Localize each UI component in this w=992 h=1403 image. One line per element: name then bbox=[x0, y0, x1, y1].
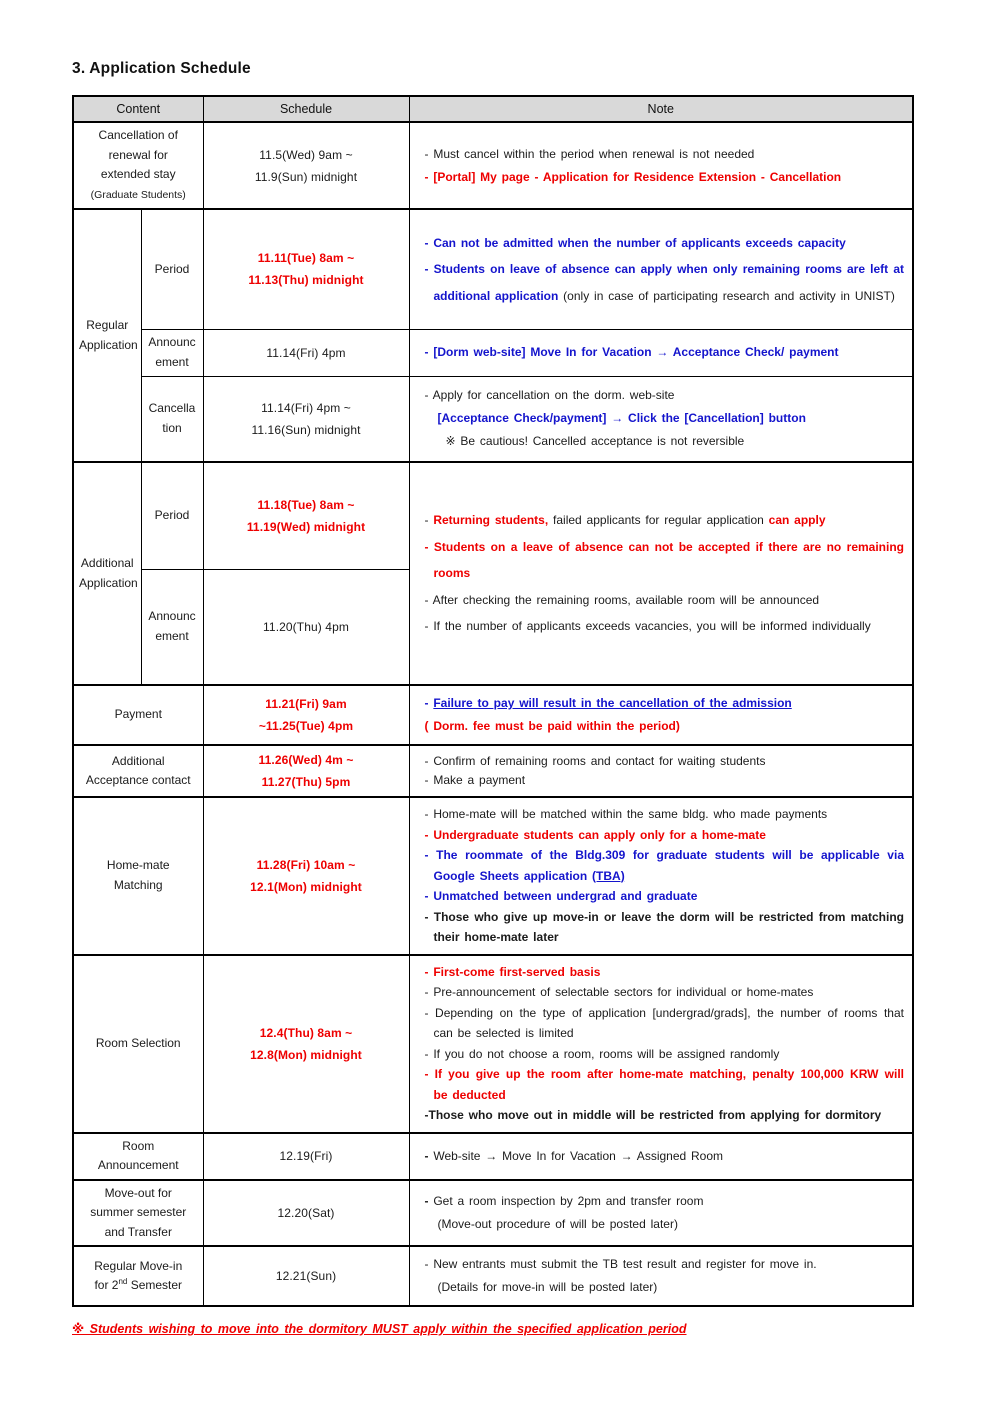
table-row-cancellation-renewal bbox=[73, 122, 913, 209]
homemate-matching-text-line bbox=[79, 856, 198, 876]
text-run: - Those who give up move-in or leave the dorm will be restricted from matching their home-mate later bbox=[424, 909, 904, 944]
move-out-text-line bbox=[79, 1223, 198, 1243]
text-run: - If you do not choose a room, rooms will be assigned randomly bbox=[424, 1046, 780, 1061]
additional-acceptance-text-line bbox=[79, 771, 198, 791]
text-run: ※ Be cautious! Cancelled acceptance is not reversible bbox=[445, 434, 745, 449]
text-run: 12.4(Thu) 8am ~ bbox=[259, 1025, 353, 1040]
text-run: - bbox=[424, 696, 434, 710]
column-header-schedule: Schedule bbox=[203, 96, 409, 122]
table-body bbox=[73, 122, 913, 1306]
homemate-matching-text-line bbox=[419, 845, 905, 886]
move-out-text-line bbox=[79, 1184, 198, 1204]
homemate-matching-text-line bbox=[419, 886, 905, 907]
table-row-regular-move-in bbox=[73, 1246, 913, 1306]
regular-announcement-text-line bbox=[147, 353, 198, 373]
additional-period-sub-cell bbox=[141, 462, 203, 569]
homemate-matching-text-line bbox=[209, 876, 404, 898]
additional-period-text-line bbox=[419, 587, 905, 614]
payment-content-cell bbox=[73, 685, 203, 745]
room-announcement-text-line bbox=[79, 1156, 198, 1176]
room-selection-text-line bbox=[209, 1022, 404, 1044]
text-run: and Transfer bbox=[104, 1224, 172, 1239]
payment-text-line bbox=[209, 715, 404, 737]
additional-period-note-cell bbox=[409, 462, 913, 685]
text-run: 12.21(Sun) bbox=[275, 1269, 337, 1283]
regular-cancellation-text-line bbox=[419, 407, 905, 430]
cancellation-renewal-schedule-cell bbox=[203, 122, 409, 209]
text-run: ement bbox=[155, 628, 189, 643]
move-out-schedule-cell bbox=[203, 1180, 409, 1247]
text-run: Announc bbox=[148, 609, 196, 624]
text-run: Acceptance contact bbox=[85, 773, 191, 787]
regular-period-text-line bbox=[209, 247, 404, 269]
regular-announcement-schedule-cell bbox=[203, 329, 409, 376]
homemate-matching-schedule-cell bbox=[203, 797, 409, 955]
cancellation-renewal-text-line bbox=[79, 185, 198, 206]
payment-schedule-cell bbox=[203, 685, 409, 745]
regular-cancellation-text-line bbox=[147, 419, 198, 439]
move-out-text-line bbox=[79, 1203, 198, 1223]
regular-cancellation-text-line bbox=[419, 430, 905, 453]
room-selection-text-line bbox=[419, 1064, 905, 1105]
text-run: 11.5(Wed) 9am ~ bbox=[259, 147, 353, 162]
regular-cancellation-text-line bbox=[209, 397, 404, 419]
text-run: Payment bbox=[114, 707, 162, 722]
footnote: ※ Students wishing to move into the dormitory MUST apply within the specified application period bbox=[72, 1322, 687, 1336]
text-run: 11.13(Thu) midnight bbox=[248, 273, 364, 288]
room-selection-text-line bbox=[419, 1105, 905, 1126]
homemate-matching-text-line bbox=[419, 907, 905, 948]
text-run: - bbox=[424, 1193, 434, 1208]
text-run: - Depending on the type of application [undergrad/grads], the number of rooms that can be selected is limited bbox=[424, 1005, 904, 1040]
regular-cancellation-text-line bbox=[209, 419, 404, 441]
text-run: - Unmatched between undergrad and graduate bbox=[424, 889, 698, 903]
additional-period-text-line bbox=[419, 534, 905, 587]
cancellation-renewal-text-line bbox=[79, 165, 198, 185]
text-run: Returning students, bbox=[433, 513, 549, 528]
regular-cancellation-sub-cell bbox=[141, 376, 203, 462]
text-run: - Undergraduate students can apply only for a home-mate bbox=[424, 827, 766, 842]
additional-acceptance-text-line bbox=[419, 752, 905, 771]
text-run: for 2 bbox=[94, 1278, 119, 1292]
room-selection-text-line bbox=[419, 982, 905, 1003]
text-run: 11.19(Wed) midnight bbox=[246, 519, 366, 534]
regular-move-in-schedule-cell bbox=[203, 1246, 409, 1306]
room-selection-text-line bbox=[419, 1003, 905, 1044]
text-run: summer semester bbox=[90, 1205, 187, 1219]
additional-acceptance-content-cell bbox=[73, 745, 203, 797]
regular-period-text-line bbox=[419, 230, 905, 257]
additional-announcement-text-line bbox=[147, 627, 198, 647]
regular-announcement-text-line bbox=[209, 342, 404, 364]
text-run: ( Dorm. fee must be paid within the period) bbox=[424, 719, 680, 733]
room-announcement-text-line bbox=[209, 1145, 404, 1167]
additional-announcement-sub-cell bbox=[141, 569, 203, 685]
cancellation-renewal-text-line bbox=[79, 126, 198, 146]
additional-acceptance-note-cell bbox=[409, 745, 913, 797]
payment-text-line bbox=[419, 715, 905, 738]
text-run: -Those who move out in middle will be restricted from applying for dormitory bbox=[424, 1108, 882, 1122]
payment-text-line bbox=[419, 692, 905, 715]
text-run: - Confirm of remaining rooms and contact for waiting students bbox=[424, 754, 766, 768]
text-run: renewal for bbox=[108, 147, 168, 162]
cancellation-renewal-text-line bbox=[209, 166, 404, 188]
text-run: 11.26(Wed) 4m ~ bbox=[258, 753, 354, 767]
regular-move-in-content-cell bbox=[73, 1246, 203, 1306]
room-selection-text-line bbox=[79, 1034, 198, 1054]
room-selection-text-line bbox=[419, 1044, 905, 1065]
additional-announcement-text-line bbox=[209, 616, 404, 638]
regular-period-text-line bbox=[147, 260, 198, 280]
payment-text-line bbox=[79, 705, 198, 725]
regular-move-in-text-line bbox=[79, 1257, 198, 1277]
room-selection-text-line bbox=[209, 1044, 404, 1066]
text-run: - The roommate of the Bldg.309 for graduate students will be applicable via Google Sheets application bbox=[424, 848, 904, 883]
regular-cancellation-text-line bbox=[147, 399, 198, 419]
cancellation-renewal-text-line bbox=[419, 143, 905, 166]
text-run: Additional bbox=[111, 753, 165, 768]
text-run: [Acceptance Check/payment] → Click the [Cancellation] button bbox=[437, 411, 806, 426]
text-run: - After checking the remaining rooms, available room will be announced bbox=[424, 592, 820, 607]
additional-period-schedule-cell bbox=[203, 462, 409, 569]
room-selection-content-cell bbox=[73, 955, 203, 1133]
homemate-matching-content-cell bbox=[73, 797, 203, 955]
additional-period-text-line bbox=[419, 507, 905, 534]
column-header-content: Content bbox=[73, 96, 203, 122]
text-run: Get a room inspection by 2pm and transfer room bbox=[433, 1193, 704, 1208]
text-run: Room Selection bbox=[95, 1035, 181, 1050]
room-selection-note-cell bbox=[409, 955, 913, 1133]
regular-move-in-text-line bbox=[419, 1276, 905, 1299]
text-run: - bbox=[424, 1148, 434, 1163]
homemate-matching-text-line bbox=[209, 854, 404, 876]
text-run: 11.9(Sun) midnight bbox=[254, 169, 358, 184]
homemate-matching-text-line bbox=[79, 876, 198, 896]
regular-move-in-text-line bbox=[209, 1265, 404, 1287]
text-run: 12.20(Sat) bbox=[277, 1205, 335, 1220]
regular-period-note-cell bbox=[409, 209, 913, 329]
text-run: Period bbox=[154, 261, 190, 276]
cancellation-renewal-text-line bbox=[419, 166, 905, 189]
text-run: Web-site → Move In for Vacation → Assigned Room bbox=[433, 1148, 724, 1163]
text-run: Application bbox=[79, 337, 138, 352]
additional-period-text-line bbox=[209, 516, 404, 538]
homemate-matching-text-line bbox=[419, 804, 905, 825]
additional-acceptance-text-line bbox=[209, 749, 404, 771]
text-run: 11.18(Tue) 8am ~ bbox=[257, 497, 355, 512]
text-run: 11.14(Fri) 4pm bbox=[266, 345, 346, 360]
cancellation-renewal-text-line bbox=[209, 144, 404, 166]
table-row-regular-cancellation bbox=[73, 376, 913, 462]
payment-note-cell bbox=[409, 685, 913, 745]
room-announcement-content-cell bbox=[73, 1133, 203, 1180]
text-run: nd bbox=[118, 1277, 128, 1286]
regular-cancellation-note-cell bbox=[409, 376, 913, 462]
text-run: Home-mate bbox=[106, 858, 170, 873]
table-header bbox=[73, 96, 913, 122]
text-run: 11.27(Thu) 5pm bbox=[261, 775, 351, 789]
text-run: - New entrants must submit the TB test result and register for move in. bbox=[424, 1257, 817, 1271]
text-run: Matching bbox=[113, 877, 163, 892]
room-selection-text-line bbox=[419, 962, 905, 983]
regular-announcement-text-line bbox=[147, 333, 198, 353]
header-row bbox=[73, 96, 913, 122]
text-run: - Students on leave of absence can apply when only remaining rooms are left at additional application bbox=[424, 262, 904, 303]
room-announcement-note-cell bbox=[409, 1133, 913, 1180]
text-run: - Home-mate will be matched within the same bldg. who made payments bbox=[424, 807, 828, 821]
text-run: 11.14(Fri) 4pm ~ bbox=[261, 400, 351, 415]
text-run: 11.28(Fri) 10am ~ bbox=[256, 857, 356, 872]
table-row-room-announcement bbox=[73, 1133, 913, 1180]
payment-text-line bbox=[209, 693, 404, 715]
text-run: - Make a payment bbox=[424, 773, 526, 787]
text-run: Cancella bbox=[148, 401, 196, 416]
regular-period-group-cell bbox=[73, 209, 141, 462]
table-row-regular-period bbox=[73, 209, 913, 329]
text-run: Semester bbox=[127, 1278, 183, 1292]
text-run: - Pre-announcement of selectable sectors for individual or home-mates bbox=[424, 985, 814, 999]
additional-acceptance-text-line bbox=[209, 771, 404, 793]
text-run: 12.8(Mon) midnight bbox=[250, 1047, 362, 1062]
text-run: - Can not be admitted when the number of applicants exceeds capacity bbox=[424, 235, 846, 250]
homemate-matching-note-cell bbox=[409, 797, 913, 955]
text-run: Announc bbox=[148, 335, 196, 349]
text-run: Additional bbox=[80, 556, 134, 570]
text-run: ement bbox=[155, 354, 189, 369]
text-run: - Apply for cancellation on the dorm. web-site bbox=[424, 388, 675, 403]
regular-period-schedule-cell bbox=[203, 209, 409, 329]
text-run: 12.1(Mon) midnight bbox=[250, 879, 362, 894]
cancellation-renewal-content-cell bbox=[73, 122, 203, 209]
additional-period-text-line bbox=[209, 494, 404, 516]
room-announcement-text-line bbox=[419, 1145, 905, 1168]
additional-period-text-line bbox=[147, 506, 198, 526]
regular-move-in-note-cell bbox=[409, 1246, 913, 1306]
regular-announcement-sub-cell bbox=[141, 329, 203, 376]
move-out-note-cell bbox=[409, 1180, 913, 1247]
additional-period-group-cell bbox=[73, 462, 141, 685]
regular-period-sub-cell bbox=[141, 209, 203, 329]
move-out-text-line bbox=[209, 1202, 404, 1224]
additional-acceptance-text-line bbox=[419, 771, 905, 790]
text-run: Move-out for bbox=[104, 1185, 172, 1200]
regular-move-in-text-line bbox=[419, 1253, 905, 1276]
text-run: 12.19(Fri) bbox=[279, 1149, 333, 1163]
regular-move-in-text-line bbox=[79, 1276, 198, 1296]
text-run: Application bbox=[79, 575, 138, 590]
additional-period-text-line bbox=[79, 574, 136, 594]
text-run: - [Portal] My page - Application for Residence Extension - Cancellation bbox=[424, 169, 842, 184]
regular-cancellation-schedule-cell bbox=[203, 376, 409, 462]
text-run: Regular bbox=[86, 318, 129, 332]
table-row-regular-announcement bbox=[73, 329, 913, 376]
text-run: failed applicants for regular application bbox=[548, 513, 769, 528]
additional-announcement-text-line bbox=[147, 607, 198, 627]
regular-period-text-line bbox=[209, 269, 404, 291]
text-run: (Move-out procedure of will be posted later) bbox=[437, 1216, 678, 1231]
room-announcement-text-line bbox=[79, 1137, 198, 1157]
additional-acceptance-text-line bbox=[79, 752, 198, 772]
table-row-move-out bbox=[73, 1180, 913, 1247]
table-row-additional-acceptance bbox=[73, 745, 913, 797]
text-run: Announcement bbox=[97, 1158, 179, 1172]
room-selection-schedule-cell bbox=[203, 955, 409, 1133]
text-run: Cancellation of bbox=[98, 128, 178, 142]
text-run: - [Dorm web-site] Move In for Vacation → Acceptance Check/ payment bbox=[424, 345, 839, 359]
text-run: (Details for move-in will be posted later) bbox=[437, 1280, 658, 1294]
text-run: - Students on a leave of absence can not be accepted if there are no remaining rooms bbox=[424, 539, 904, 581]
regular-announcement-note-cell bbox=[409, 329, 913, 376]
cancellation-renewal-text-line bbox=[79, 146, 198, 166]
text-run: - Must cancel within the period when renewal is not needed bbox=[424, 146, 755, 161]
regular-cancellation-text-line bbox=[419, 384, 905, 407]
table-row-room-selection bbox=[73, 955, 913, 1133]
text-run: ~11.25(Tue) 4pm bbox=[258, 719, 354, 733]
page-title: 3. Application Schedule bbox=[72, 60, 251, 77]
text-run: Period bbox=[154, 508, 190, 522]
text-run: Room bbox=[122, 1138, 155, 1153]
text-run: can apply bbox=[768, 513, 826, 528]
additional-acceptance-schedule-cell bbox=[203, 745, 409, 797]
text-run: - First-come first-served basis bbox=[424, 964, 601, 979]
table-row-homemate-matching bbox=[73, 797, 913, 955]
regular-period-text-line bbox=[79, 316, 136, 336]
text-run: - If you give up the room after home-mate matching, penalty 100,000 KRW will be deducted bbox=[424, 1067, 904, 1102]
additional-period-text-line bbox=[419, 613, 905, 640]
text-run: (only in case of participating research and activity in UNIST) bbox=[558, 288, 895, 303]
text-run: (Graduate Students) bbox=[90, 188, 186, 201]
text-run: - If the number of applicants exceeds vacancies, you will be informed individually bbox=[424, 619, 871, 634]
cancellation-renewal-note-cell bbox=[409, 122, 913, 209]
additional-announcement-schedule-cell bbox=[203, 569, 409, 685]
text-run: Regular Move-in bbox=[94, 1258, 183, 1273]
regular-period-text-line bbox=[419, 256, 905, 309]
text-run: 11.21(Fri) 9am bbox=[265, 697, 347, 711]
table-row-additional-period bbox=[73, 462, 913, 569]
additional-period-text-line bbox=[79, 554, 136, 574]
text-run: extended stay bbox=[100, 167, 176, 181]
room-announcement-schedule-cell bbox=[203, 1133, 409, 1180]
text-run: - bbox=[424, 513, 434, 528]
text-run: (TBA) bbox=[592, 868, 625, 883]
homemate-matching-text-line bbox=[419, 825, 905, 846]
text-run: 11.16(Sun) midnight bbox=[251, 422, 361, 437]
move-out-content-cell bbox=[73, 1180, 203, 1247]
text-run: 11.11(Tue) 8am ~ bbox=[257, 251, 355, 266]
text-run: Failure to pay will result in the cancellation of the admission bbox=[433, 696, 792, 710]
regular-period-text-line bbox=[79, 336, 136, 356]
table-row-payment bbox=[73, 685, 913, 745]
move-out-text-line bbox=[419, 1213, 905, 1236]
text-run: 11.20(Thu) 4pm bbox=[263, 619, 349, 634]
text-run: tion bbox=[162, 420, 182, 435]
column-header-note: Note bbox=[409, 96, 913, 122]
application-schedule-table bbox=[72, 95, 914, 1307]
regular-announcement-text-line bbox=[419, 341, 905, 364]
move-out-text-line bbox=[419, 1190, 905, 1213]
